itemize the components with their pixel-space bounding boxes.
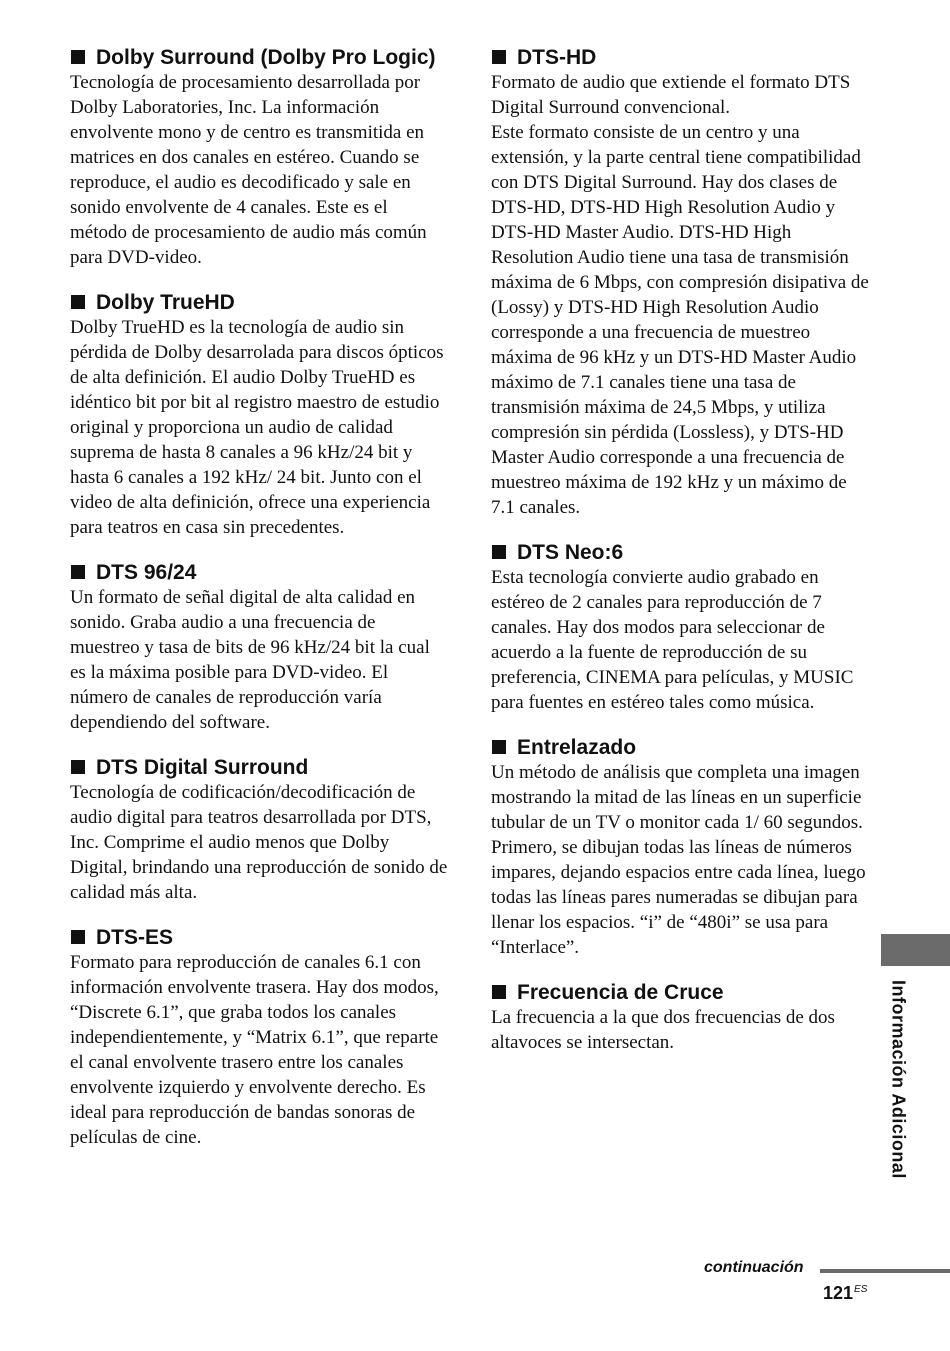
- section-frecuencia-de-cruce: [491, 981, 871, 1055]
- black-square-icon: [492, 985, 506, 999]
- section-dts-96-24: [70, 561, 448, 735]
- section-heading: [70, 561, 448, 584]
- section-heading: [70, 46, 448, 69]
- section-text: Esta tecnología convierte audio grabado en estéreo de 2 canales para reproducción de 7 canales. Hay dos modos para seleccionar de acuerdo a la fuente de reproducción de su preferencia, CINEMA para películas, y MUSIC para fuentes en estéreo tales como música.: [491, 567, 854, 713]
- section-text: Formato para reproducción de canales 6.1 con información envolvente trasera. Hay dos modos, “Discrete 6.1”, que graba todos los canales independientemente, y “Matrix 6.1”, que reparte el canal envolvente trasero entre los canales envolvente izquierdo y envolvente derecho. Es ideal para reproducción de bandas sonoras de películas de cine.: [70, 952, 439, 1148]
- page-number-value: 121: [823, 1283, 854, 1303]
- section-text: Un formato de señal digital de alta calidad en sonido. Graba audio a una frecuencia de muestreo y tasa de bits de 96 kHz/24 bit la cual es la máxima posible para DVD-video. El número de canales de reproducción varía dependiendo del software.: [70, 587, 430, 733]
- side-section-label: Información Adicional: [888, 980, 909, 1179]
- black-square-icon: [71, 565, 85, 579]
- section-title: Dolby Surround (Dolby Pro Logic): [96, 46, 436, 69]
- section-dolby-truehd: [70, 291, 448, 540]
- black-square-icon: [71, 930, 85, 944]
- section-title: Frecuencia de Cruce: [517, 981, 724, 1004]
- black-square-icon: [492, 545, 506, 559]
- section-title: DTS-HD: [517, 46, 597, 69]
- section-dts-digital-surround: [70, 756, 448, 905]
- section-text: Un método de análisis que completa una imagen mostrando la mitad de las líneas en un superficie tubular de un TV o monitor cada 1/ 60 segundos. Primero, se dibujan todas las líneas de números impares, dejando espacios entre cada línea, luego todas las líneas pares numeradas se dibujan para llenar los espacios. “i” de “480i” se usa para “Interlace”.: [491, 762, 866, 958]
- left-column: [70, 46, 448, 1171]
- section-heading: [491, 981, 871, 1004]
- page-language-suffix: ES: [854, 1284, 868, 1295]
- section-title: Dolby TrueHD: [96, 291, 235, 314]
- section-dolby-surround: [70, 46, 448, 270]
- section-title: DTS 96/24: [96, 561, 197, 584]
- black-square-icon: [71, 760, 85, 774]
- section-title: DTS Neo:6: [517, 541, 624, 564]
- section-text-continued: Este formato consiste de un centro y una extensión, y la parte central tiene compatibilidad con DTS Digital Surround. Hay dos clases de DTS-HD, DTS-HD High Resolution Audio y DTS-HD Master Audio. DTS-HD High Resolution Audio tiene una tasa de transmisión máxima de 6 Mbps, con compresión disipativa de (Lossy) y DTS-HD High Resolution Audio corresponde a una frecuencia de muestreo máxima de 96 kHz y un DTS-HD Master Audio máximo de 7.1 canales tiene una tasa de transmisión máxima de 24,5 Mbps, y utiliza compresión sin pérdida (Lossless), y DTS-HD Master Audio corresponde a una frecuencia de muestreo máxima de 192 kHz y un máximo de 7.1 canales.: [491, 122, 869, 518]
- black-square-icon: [492, 740, 506, 754]
- section-heading: [491, 46, 871, 69]
- continuation-label: continuación: [704, 1259, 804, 1276]
- section-text: Tecnología de procesamiento desarrollada por Dolby Laboratories, Inc. La información envolvente mono y de centro es transmitida en matrices en dos canales en estéreo. Cuando se reproduce, el audio es decodificado y sale en sonido envolvente de 4 canales. Este es el método de procesamiento de audio más común para DVD-video.: [70, 72, 427, 268]
- section-text: Tecnología de codificación/decodificación de audio digital para teatros desarrollada por DTS, Inc. Comprime el audio menos que Dolby Digital, brindando una reproducción de sonido de calidad más alta.: [70, 782, 448, 903]
- section-heading: [491, 736, 871, 759]
- right-column: [491, 46, 871, 1076]
- section-heading: [491, 541, 871, 564]
- black-square-icon: [71, 50, 85, 64]
- section-dts-es: [70, 926, 448, 1150]
- continuation-line: [820, 1269, 950, 1273]
- black-square-icon: [71, 295, 85, 309]
- section-dts-hd: [491, 46, 871, 520]
- page-number: [823, 1283, 867, 1304]
- section-title: Entrelazado: [517, 736, 637, 759]
- section-dts-neo6: [491, 541, 871, 715]
- section-title: DTS-ES: [96, 926, 174, 949]
- section-title: DTS Digital Surround: [96, 756, 309, 779]
- side-tab-marker: [881, 934, 950, 966]
- black-square-icon: [492, 50, 506, 64]
- section-text: La frecuencia a la que dos frecuencias de dos altavoces se intersectan.: [491, 1007, 835, 1053]
- section-heading: [70, 926, 448, 949]
- section-heading: [70, 291, 448, 314]
- section-text: Dolby TrueHD es la tecnología de audio sin pérdida de Dolby desarrolada para discos ópticos de alta definición. El audio Dolby TrueHD es idéntico bit por bit al registro maestro de estudio original y proporciona un audio de calidad suprema de hasta 8 canales a 96 kHz/24 bit y hasta 6 canales a 192 kHz/ 24 bit. Junto con el video de alta definición, ofrece una experiencia para teatros en casa sin precedentes.: [70, 317, 444, 538]
- section-text: Formato de audio que extiende el formato DTS Digital Surround convencional.: [491, 72, 851, 118]
- section-heading: [70, 756, 448, 779]
- section-entrelazado: [491, 736, 871, 960]
